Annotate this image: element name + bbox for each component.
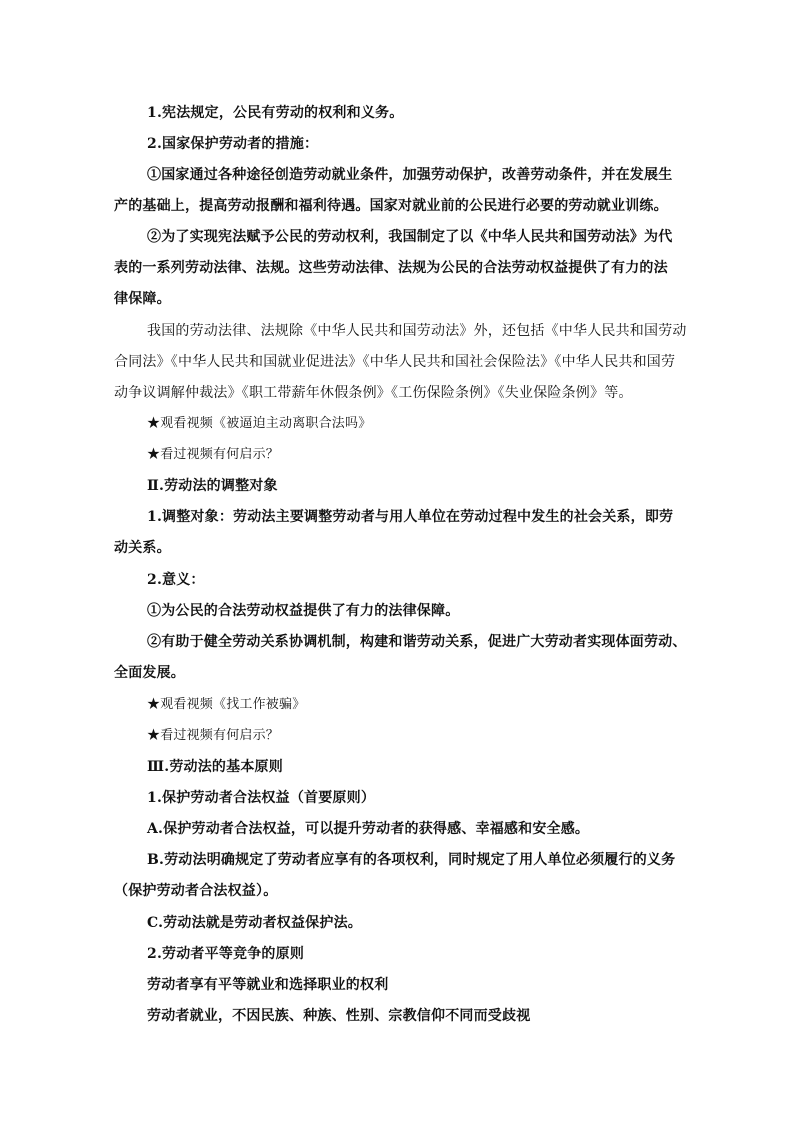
- text-line: 律保障。: [114, 291, 171, 307]
- text-line: 合同法》《中华人民共和国就业促进法》《中华人民共和国社会保险法》《中华人民共和国劳: [114, 354, 676, 370]
- text-line: ①国家通过各种途径创造劳动就业条件，加强劳动保护，改善劳动条件，并在发展生: [147, 167, 673, 183]
- text-line: 劳动者就业，不因民族、种族、性别、宗教信仰不同而受歧视: [147, 1008, 531, 1024]
- text-line: 全面发展。: [114, 665, 185, 681]
- text-line: ★看过视频有何启示？: [147, 447, 280, 462]
- text-line: A.保护劳动者合法权益，可以提升劳动者的获得感、幸福感和安全感。: [147, 821, 590, 837]
- text-line: B.劳动法明确规定了劳动者应享有的各项权利，同时规定了用人单位必须履行的义务: [147, 852, 676, 868]
- text-line: 产的基础上，提高劳动报酬和福利待遇。国家对就业前的公民进行必要的劳动就业训练。: [114, 198, 668, 214]
- text-line: ★看过视频有何启示？: [147, 728, 280, 743]
- text-line: ①为公民的合法劳动权益提供了有力的法律保障。: [147, 603, 460, 619]
- text-line: 劳动者享有平等就业和选择职业的权利: [147, 977, 389, 993]
- text-line: 我国的劳动法律、法规除《中华人民共和国劳动法》外，还包括《中华人民共和国劳动: [147, 323, 687, 339]
- text-line: 1.宪法规定，公民有劳动的权利和义务。: [147, 105, 404, 121]
- text-line: C.劳动法就是劳动者权益保护法。: [147, 915, 362, 931]
- text-line: 表的一系列劳动法律、法规。这些劳动法律、法规为公民的合法劳动权益提供了有力的法: [114, 260, 668, 276]
- text-line: 1.保护劳动者合法权益（首要原则）: [147, 790, 376, 806]
- text-line: ★观看视频《被逼迫主动离职合法吗》: [147, 416, 372, 431]
- text-line: 动争议调解仲裁法》《职工带薪年休假条例》《工伤保险条例》《失业保险条例》等。: [114, 385, 633, 401]
- text-line: 2.国家保护劳动者的措施：: [147, 136, 319, 152]
- section-heading: Ⅱ.劳动法的调整对象: [147, 478, 278, 494]
- text-line: ②为了实现宪法赋予公民的劳动权利，我国制定了以《中华人民共和国劳动法》为代: [147, 229, 673, 245]
- text-line: 动关系。: [114, 540, 171, 556]
- text-line: （保护劳动者合法权益）。: [114, 883, 278, 899]
- text-line: ②有助于健全劳动关系协调机制，构建和谐劳动关系，促进广大劳动者实现体面劳动、: [147, 634, 687, 650]
- text-line: 2.劳动者平等竞争的原则: [147, 946, 305, 962]
- text-line: ★观看视频《找工作被骗》: [147, 697, 306, 712]
- text-line: 1.调整对象：劳动法主要调整劳动者与用人单位在劳动过程中发生的社会关系，即劳: [147, 509, 674, 525]
- section-heading: Ⅲ.劳动法的基本原则: [147, 759, 283, 775]
- text-line: 2.意义：: [147, 572, 205, 588]
